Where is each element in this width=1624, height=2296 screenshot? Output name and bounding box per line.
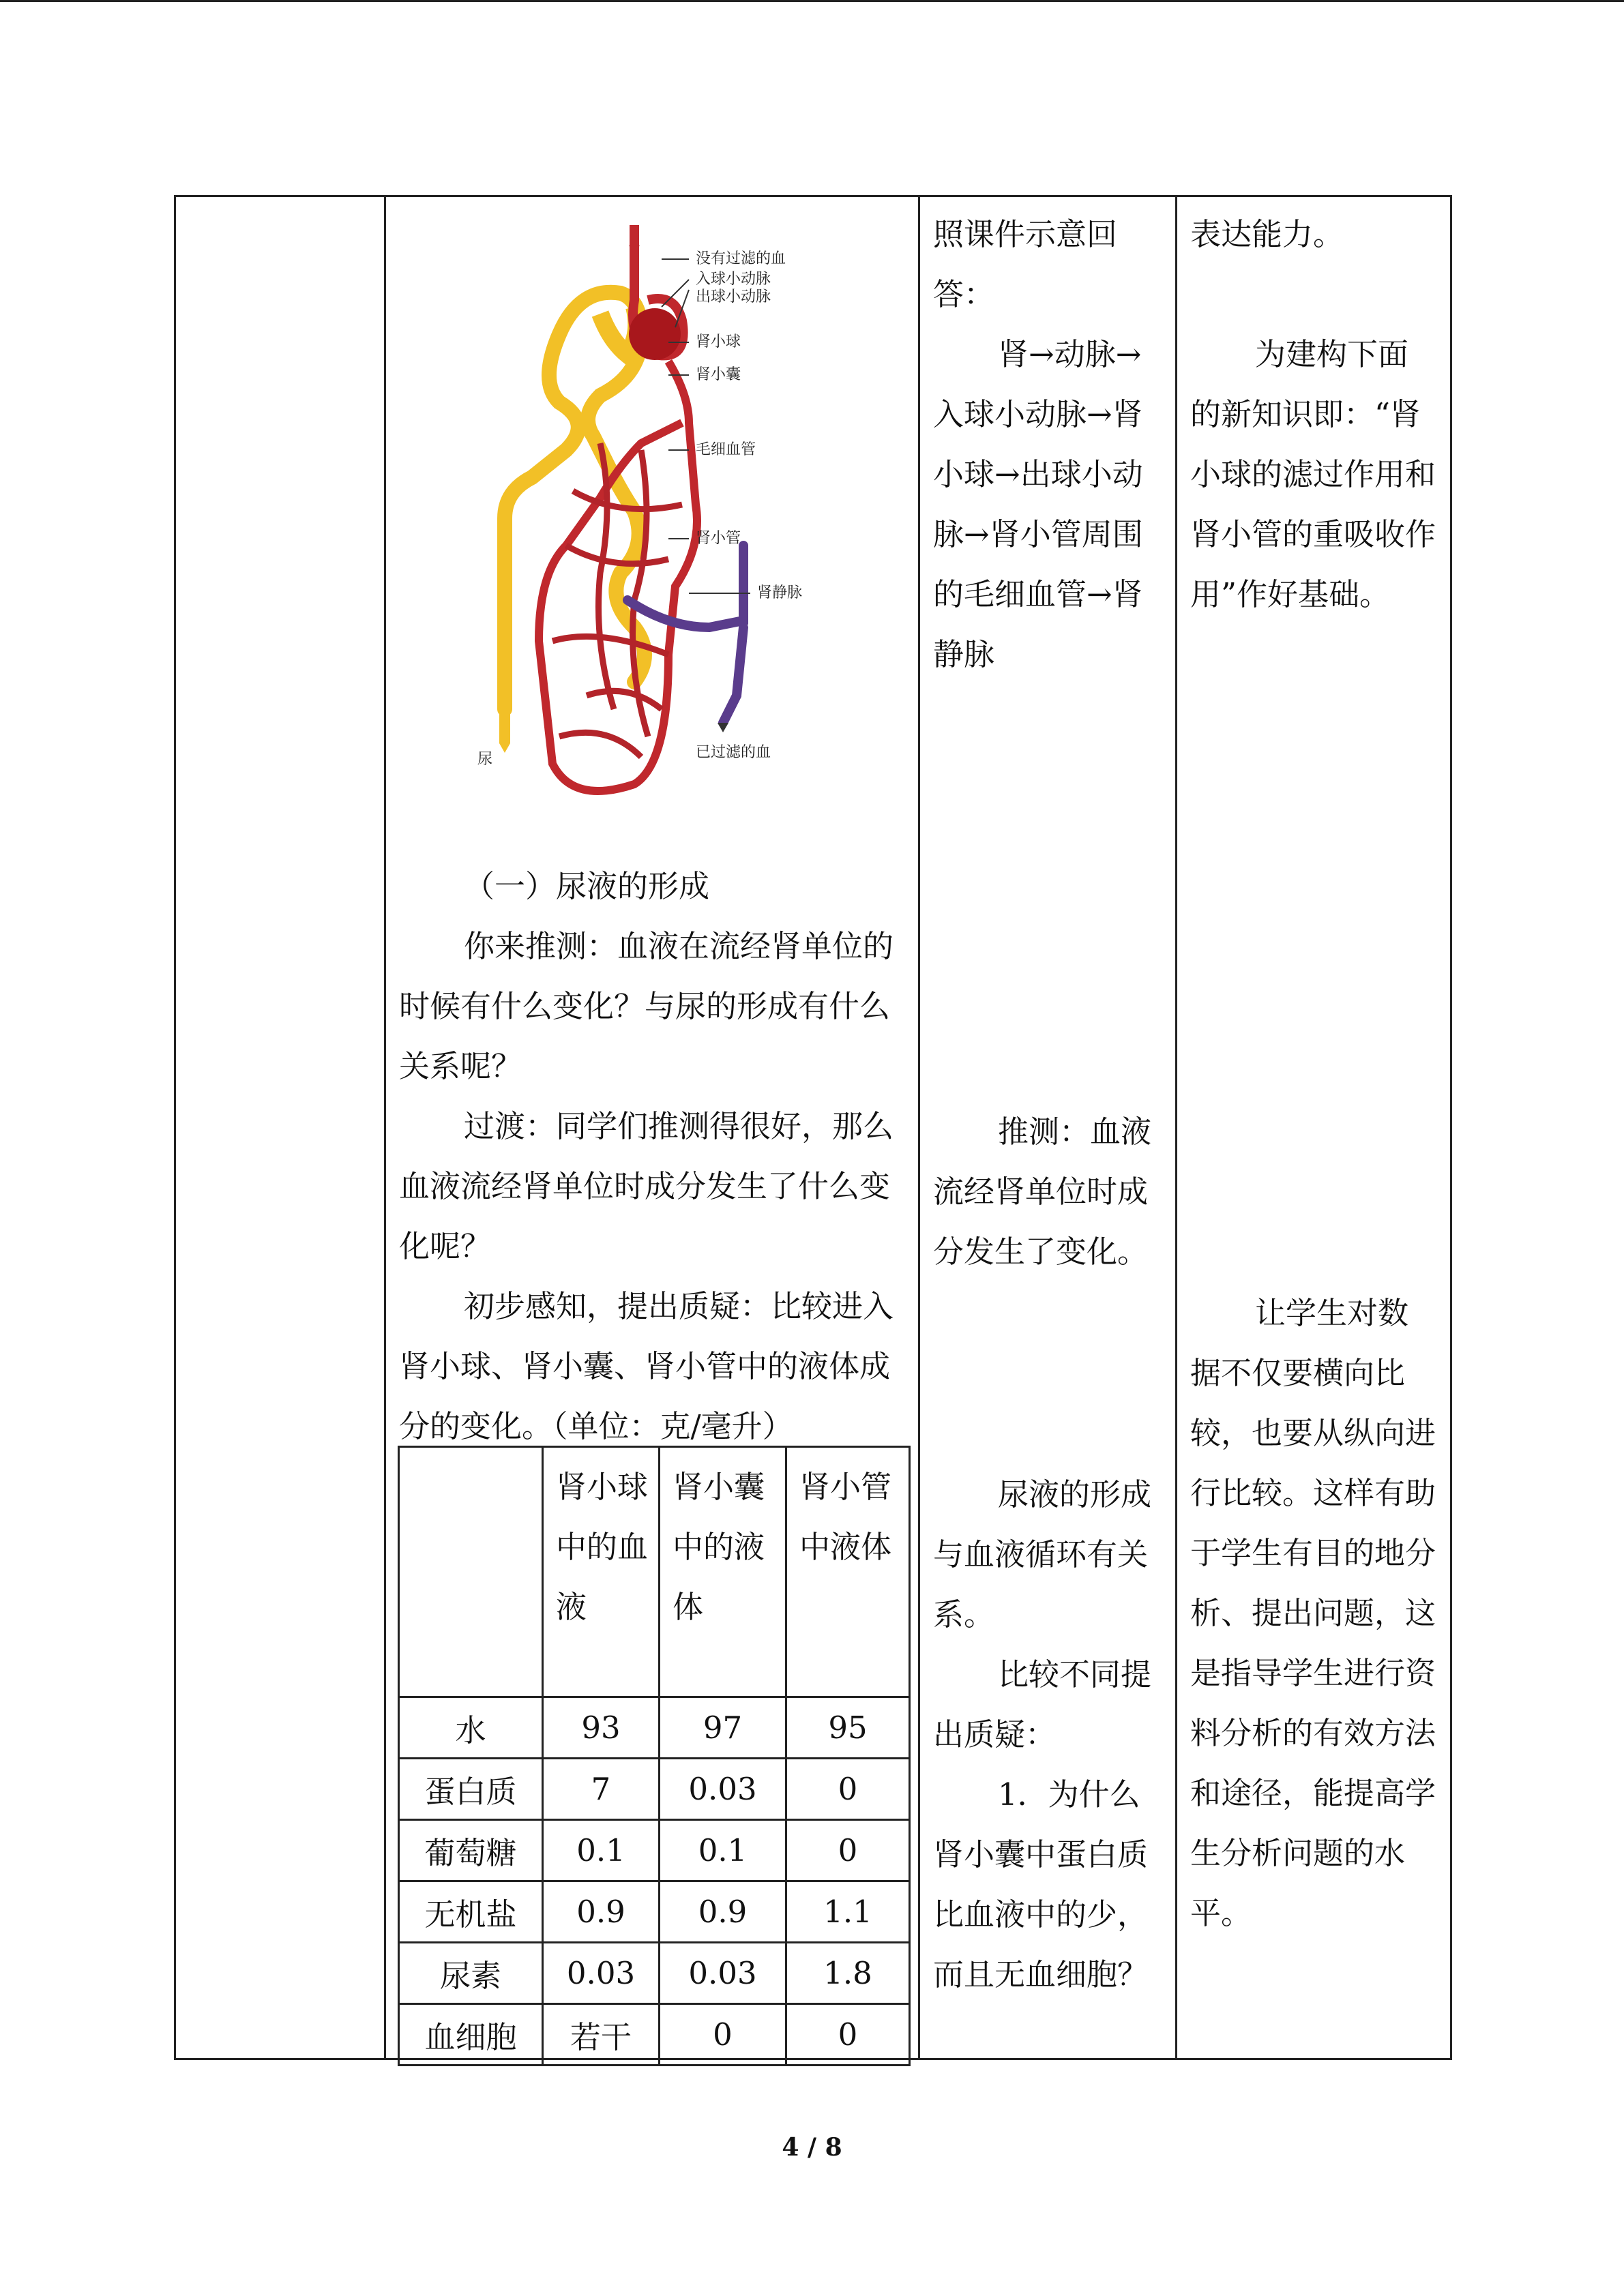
- table-row: [399, 1943, 910, 2004]
- label-bowman-capsule: 肾小囊: [696, 366, 741, 383]
- table-row: [399, 2004, 910, 2066]
- table-cell: 血细胞: [399, 2004, 543, 2066]
- table-cell: 1.1: [786, 1881, 910, 1943]
- table-header-glomerulus: 肾小球中的血液: [543, 1447, 660, 1697]
- label-efferent-arteriole: 出球小动脉: [696, 288, 771, 305]
- table-top-border: [174, 195, 1452, 197]
- intent-expression: 表达能力。: [1190, 216, 1344, 252]
- table-cell: 7: [543, 1759, 660, 1820]
- table-cell: 95: [786, 1697, 910, 1759]
- student-activity-lower: [933, 1102, 1168, 1282]
- table-cell: 若干: [543, 2004, 660, 2066]
- column-divider-1: [384, 195, 386, 2060]
- urine-circulation-relation: 尿液的形成与血液循环有关系。: [933, 1476, 1152, 1632]
- page-number: 4 / 8: [782, 2133, 842, 2162]
- label-unfiltered-blood: 没有过滤的血: [696, 250, 786, 267]
- table-cell: 93: [543, 1697, 660, 1759]
- table-row: [399, 1820, 910, 1881]
- student-prediction: 推测：血液流经肾单位时成分发生了变化。: [933, 1114, 1152, 1270]
- column-divider-3: [1175, 195, 1177, 2060]
- label-urine: 尿: [477, 751, 493, 768]
- label-glomerulus: 肾小球: [696, 333, 741, 351]
- fluid-composition-table: [398, 1446, 911, 2066]
- table-left-border: [174, 195, 176, 2060]
- answer-intro: 照课件示意回答：: [933, 216, 1118, 312]
- table-cell: 0.03: [543, 1943, 660, 2004]
- table-cell: 0: [786, 2004, 910, 2066]
- table-right-border: [1450, 195, 1452, 2060]
- label-afferent-arteriole: 入球小动脉: [696, 271, 771, 288]
- table-cell: 水: [399, 1697, 543, 1759]
- table-row: [399, 1881, 910, 1943]
- table-header-tubule: 肾小管中液体: [786, 1447, 910, 1697]
- table-header-blank: [399, 1447, 543, 1697]
- table-cell: 0.1: [660, 1820, 786, 1881]
- table-cell: 0: [786, 1759, 910, 1820]
- blood-flow-path: 肾→动脉→入球小动脉→肾小球→出球小动脉→肾小管周围的毛细血管→肾静脉: [933, 336, 1143, 672]
- table-cell: 葡萄糖: [399, 1820, 543, 1881]
- table-cell: 0: [786, 1820, 910, 1881]
- label-renal-tubule: 肾小管: [696, 530, 741, 547]
- table-cell: 0.03: [660, 1943, 786, 2004]
- table-cell: 1.8: [786, 1943, 910, 2004]
- table-cell: 0.03: [660, 1759, 786, 1820]
- question-1: 1．为什么肾小囊中蛋白质比血液中的少，而且无血细胞？: [933, 1776, 1149, 1993]
- table-cell: 无机盐: [399, 1881, 543, 1943]
- table-row: [399, 1759, 910, 1820]
- label-renal-vein: 肾静脉: [757, 584, 803, 601]
- intent-data-analysis: 让学生对数据不仅要横向比较，也要从纵向进行比较。这样有助于学生有目的地分析、提出问题，这是指导学生进行资料分析的有效方法和途径，能提高学生分析问题的水平。: [1190, 1295, 1436, 1931]
- section-title: （一）尿液的形成: [464, 868, 710, 904]
- label-capillaries: 毛细血管: [696, 441, 756, 458]
- nephron-diagram: [464, 218, 887, 832]
- table-cell: 97: [660, 1697, 786, 1759]
- table-cell: 0.9: [660, 1881, 786, 1943]
- top-border: [0, 0, 1624, 2]
- table-cell: 0: [660, 2004, 786, 2066]
- table-header-capsule: 肾小囊中的液体: [660, 1447, 786, 1697]
- table-cell: 0.9: [543, 1881, 660, 1943]
- design-intent-lower: [1190, 1283, 1436, 1943]
- table-row: [399, 1697, 910, 1759]
- paragraph-compare: 初步感知，提出质疑：比较进入肾小球、肾小囊、肾小管中的液体成分的变化。（单位：克/毫升）: [399, 1288, 894, 1444]
- design-intent-column: [1190, 205, 1436, 625]
- student-activity-column: [933, 205, 1168, 685]
- table-cell: 0.1: [543, 1820, 660, 1881]
- table-cell: 尿素: [399, 1943, 543, 2004]
- teaching-content-column: [399, 856, 897, 1457]
- column-divider-2: [918, 195, 920, 2060]
- paragraph-predict: 你来推测：血液在流经肾单位的时候有什么变化？与尿的形成有什么关系呢？: [399, 928, 894, 1084]
- student-activity-questions: [933, 1465, 1168, 2005]
- intent-foundation: 为建构下面的新知识即：“肾小球的滤过作用和肾小管的重吸收作用”作好基础。: [1190, 336, 1436, 612]
- table-header-row: [399, 1447, 910, 1697]
- compare-question-intro: 比较不同提出质疑：: [933, 1656, 1152, 1753]
- table-cell: 蛋白质: [399, 1759, 543, 1820]
- label-filtered-blood: 已过滤的血: [696, 744, 771, 761]
- paragraph-transition: 过渡：同学们推测得很好，那么血液流经肾单位时成分发生了什么变化呢？: [399, 1108, 894, 1264]
